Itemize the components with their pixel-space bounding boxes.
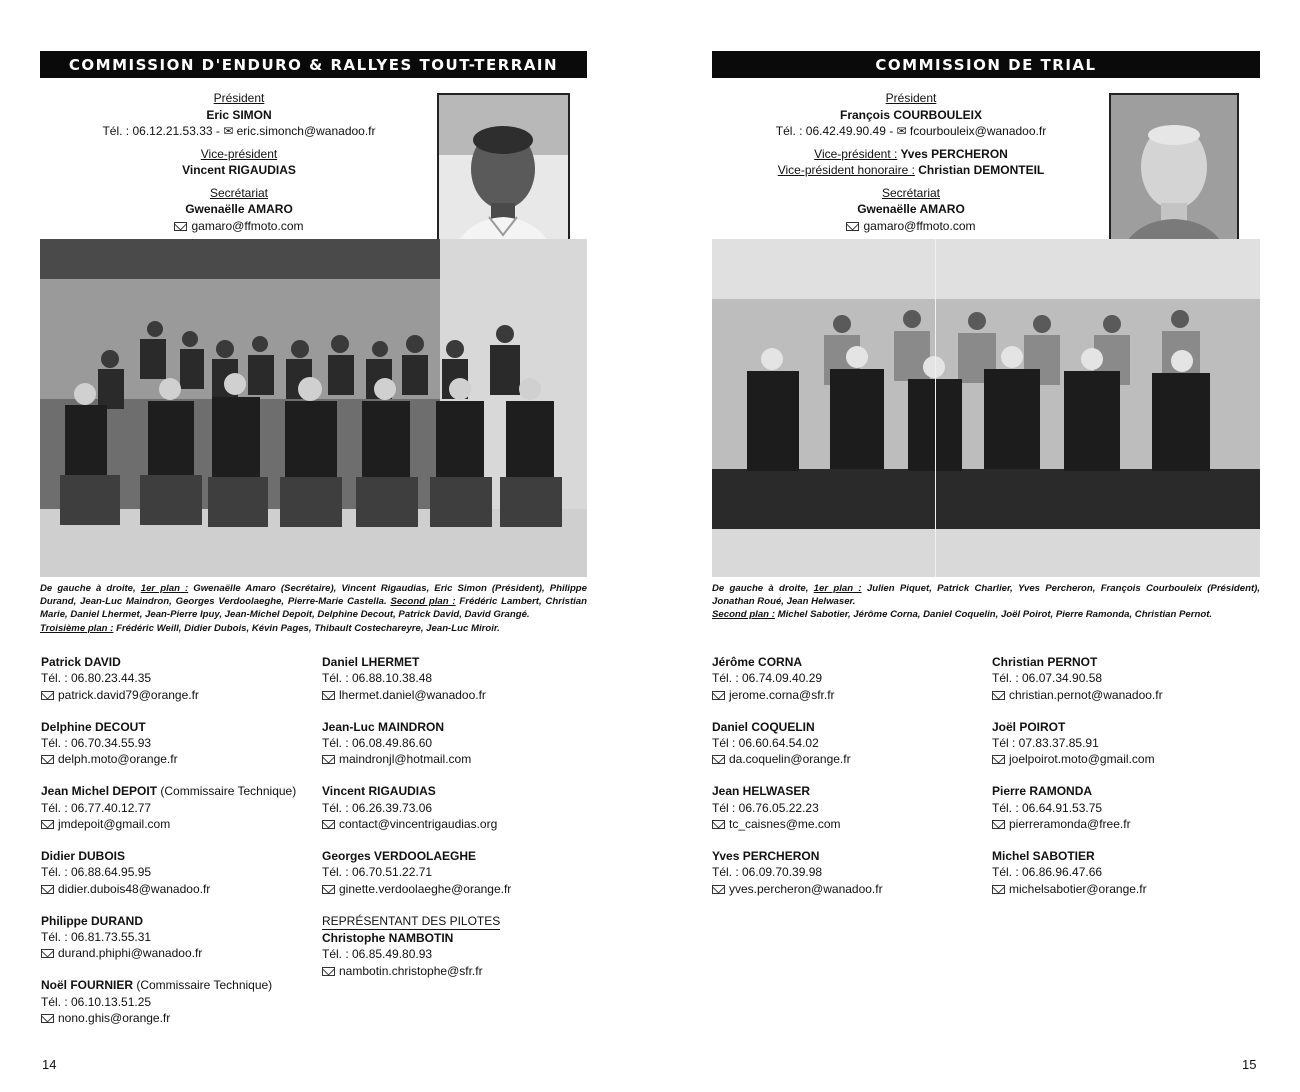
member-contact: Jérôme CORNA Tél. : 06.74.09.40.29 jerome.corna@sfr.fr — [712, 655, 835, 702]
president-name: François COURBOULEIX — [839, 107, 983, 122]
pilots-representative-heading: REPRÉSENTANT DES PILOTES — [322, 913, 500, 930]
member-email[interactable]: delph.moto@orange.fr — [58, 752, 178, 767]
envelope-icon — [846, 222, 859, 231]
member-email[interactable]: christian.pernot@wanadoo.fr — [1009, 687, 1163, 702]
secretariat-email[interactable]: gamaro@ffmoto.com — [191, 218, 304, 233]
member-email[interactable]: yves.percheron@wanadoo.fr — [729, 881, 883, 896]
secretariat-label: Secrétariat — [881, 185, 941, 200]
member-contact: Philippe DURAND Tél. : 06.81.73.55.31 durand.phiphi@wanadoo.fr — [41, 913, 203, 961]
member-email[interactable]: joelpoirot.moto@gmail.com — [1009, 752, 1155, 767]
trial-officers — [712, 90, 1110, 234]
envelope-icon — [41, 755, 54, 764]
page-number: 14 — [42, 1057, 57, 1072]
pilots-representative: REPRÉSENTANT DES PILOTES Christophe NAMBOTIN Tél. : 06.85.49.80.93 nambotin.christophe@sfr.fr — [322, 913, 501, 978]
member-email[interactable]: didier.dubois48@wanadoo.fr — [58, 881, 211, 896]
secretariat-email-line — [712, 218, 1110, 235]
member-contact: Yves PERCHERON Tél. : 06.09.70.39.98 yves.percheron@wanadoo.fr — [712, 849, 883, 896]
honorary-vice-president-line: Vice-président honoraire : Christian DEMONTEIL — [777, 163, 1045, 177]
enduro-officers — [40, 90, 438, 234]
members-column-2 — [322, 654, 592, 995]
member-contact: Didier DUBOIS Tél. : 06.88.64.95.95 didier.dubois48@wanadoo.fr — [41, 849, 211, 896]
enduro-commission-banner: COMMISSION D'ENDURO & RALLYES TOUT-TERRAIN — [40, 51, 587, 78]
trial-group-photo — [712, 239, 1260, 577]
member-email[interactable]: da.coquelin@orange.fr — [729, 752, 851, 767]
trial-commission-banner: COMMISSION DE TRIAL — [712, 51, 1260, 78]
enduro-photo-caption: De gauche à droite, 1er plan : Gwenaëlle Amaro (Secrétaire), Vincent Rigaudias, Eric Simon (Président), Philippe Durand, Jean-Luc Maindron, Georges Verdoolaeghe, Pierre-Marie Castella. Second plan : Frédéric Lambert, Christian Marie, Daniel Lhermet, Jean-Pierre Ipuy, Jean-Michel Depoit, Delphine Decout, Patrick David, David Grangé. Troisième plan : Frédéric Weill, Didier Dubois, Kévin Pages, Thibault Costechareyre, Jean-Luc Miroir. — [40, 583, 588, 634]
president-contact: Tél. : 06.42.49.90.49 - ✉ fcourbouleix@wanadoo.fr — [775, 124, 1047, 138]
envelope-icon — [322, 885, 335, 894]
member-email[interactable]: nono.ghis@orange.fr — [58, 1011, 171, 1026]
envelope-icon — [992, 820, 1005, 829]
member-email[interactable]: tc_caisnes@me.com — [729, 816, 841, 831]
enduro-group-photo — [40, 239, 587, 577]
member-contact: Joël POIROT Tél : 07.83.37.85.91 joelpoirot.moto@gmail.com — [992, 719, 1155, 767]
president-contact: Tél. : 06.12.21.53.33 - ✉ eric.simonch@wanadoo.fr — [102, 124, 376, 138]
envelope-icon — [992, 755, 1005, 764]
vice-president-label: Vice-président — [200, 146, 278, 161]
envelope-icon — [322, 820, 335, 829]
member-email[interactable]: jerome.corna@sfr.fr — [729, 687, 835, 702]
right-page — [650, 0, 1300, 1092]
envelope-icon — [41, 949, 54, 958]
envelope-icon — [712, 885, 725, 894]
envelope-icon — [992, 691, 1005, 700]
envelope-icon — [41, 691, 54, 700]
envelope-icon — [41, 885, 54, 894]
member-email[interactable]: maindronjl@hotmail.com — [339, 752, 472, 767]
members-column-1 — [712, 654, 992, 913]
members-column-2 — [992, 654, 1262, 913]
envelope-icon — [712, 755, 725, 764]
member-contact: Delphine DECOUT Tél. : 06.70.34.55.93 delph.moto@orange.fr — [41, 719, 178, 767]
president-label: Président — [213, 91, 265, 105]
member-email[interactable]: ginette.verdoolaeghe@orange.fr — [339, 881, 512, 896]
envelope-icon — [41, 1014, 54, 1023]
member-contact: Christian PERNOT Tél. : 06.07.34.90.58 christian.pernot@wanadoo.fr — [992, 655, 1163, 702]
envelope-icon — [712, 820, 725, 829]
member-email[interactable]: jmdepoit@gmail.com — [58, 816, 171, 831]
member-contact: Daniel COQUELIN Tél : 06.60.64.54.02 da.coquelin@orange.fr — [712, 719, 851, 767]
envelope-icon — [322, 967, 335, 976]
envelope-icon — [992, 885, 1005, 894]
member-contact: Daniel LHERMET Tél. : 06.88.10.38.48 lhermet.daniel@wanadoo.fr — [322, 655, 486, 702]
envelope-icon — [322, 755, 335, 764]
member-contact: Pierre RAMONDA Tél. : 06.64.91.53.75 pierreramonda@free.fr — [992, 784, 1131, 831]
member-email[interactable]: contact@vincentrigaudias.org — [339, 816, 498, 831]
secretariat-name: Gwenaëlle AMARO — [857, 202, 965, 216]
president-label: Président — [885, 91, 937, 105]
member-email[interactable]: lhermet.daniel@wanadoo.fr — [339, 687, 486, 702]
member-contact: Jean-Luc MAINDRON Tél. : 06.08.49.86.60 maindronjl@hotmail.com — [322, 719, 472, 767]
member-email[interactable]: pierreramonda@free.fr — [1009, 816, 1131, 831]
members-column-1 — [41, 654, 321, 1042]
envelope-icon — [712, 691, 725, 700]
member-contact: Vincent RIGAUDIAS Tél. : 06.26.39.73.06 contact@vincentrigaudias.org — [322, 784, 498, 831]
member-email[interactable]: michelsabotier@orange.fr — [1009, 881, 1147, 896]
envelope-icon — [41, 820, 54, 829]
secretariat-name: Gwenaëlle AMARO — [185, 202, 293, 216]
member-contact: Patrick DAVID Tél. : 06.80.23.44.35 patrick.david79@orange.fr — [41, 655, 199, 702]
member-contact: Jean Michel DEPOIT (Commissaire Technique) Tél. : 06.77.40.12.77 jmdepoit@gmail.com — [41, 784, 297, 831]
envelope-icon — [174, 222, 187, 231]
member-contact: Michel SABOTIER Tél. : 06.86.96.47.66 michelsabotier@orange.fr — [992, 849, 1147, 896]
secretariat-email[interactable]: gamaro@ffmoto.com — [863, 218, 976, 233]
page-number: 15 — [1242, 1057, 1257, 1072]
envelope-icon — [322, 691, 335, 700]
president-name: Eric SIMON — [206, 107, 272, 122]
member-contact: Noël FOURNIER (Commissaire Technique) Tél. : 06.10.13.51.25 nono.ghis@orange.fr — [41, 978, 273, 1026]
member-email[interactable]: patrick.david79@orange.fr — [58, 687, 199, 702]
secretariat-label: Secrétariat — [209, 185, 269, 200]
secretariat-email-line — [40, 218, 438, 235]
member-email[interactable]: nambotin.christophe@sfr.fr — [339, 963, 483, 978]
member-contact: Georges VERDOOLAEGHE Tél. : 06.70.51.22.71 ginette.verdoolaeghe@orange.fr — [322, 849, 512, 896]
member-contact: Jean HELWASER Tél : 06.76.05.22.23 tc_caisnes@me.com — [712, 784, 841, 831]
member-email[interactable]: durand.phiphi@wanadoo.fr — [58, 946, 203, 961]
vice-president-name: Vincent RIGAUDIAS — [182, 163, 296, 177]
trial-photo-caption: De gauche à droite, 1er plan : Julien Piquet, Patrick Charlier, Yves Percheron, François Courbouleix (Président), Jonathan Roué, Jean Helwaser. Second plan : Michel Sabotier, Jérôme Corna, Daniel Coquelin, Joël Poirot, Pierre Ramonda, Christian Pernot. — [712, 583, 1261, 621]
vice-president-line: Vice-président : Yves PERCHERON — [814, 146, 1008, 161]
